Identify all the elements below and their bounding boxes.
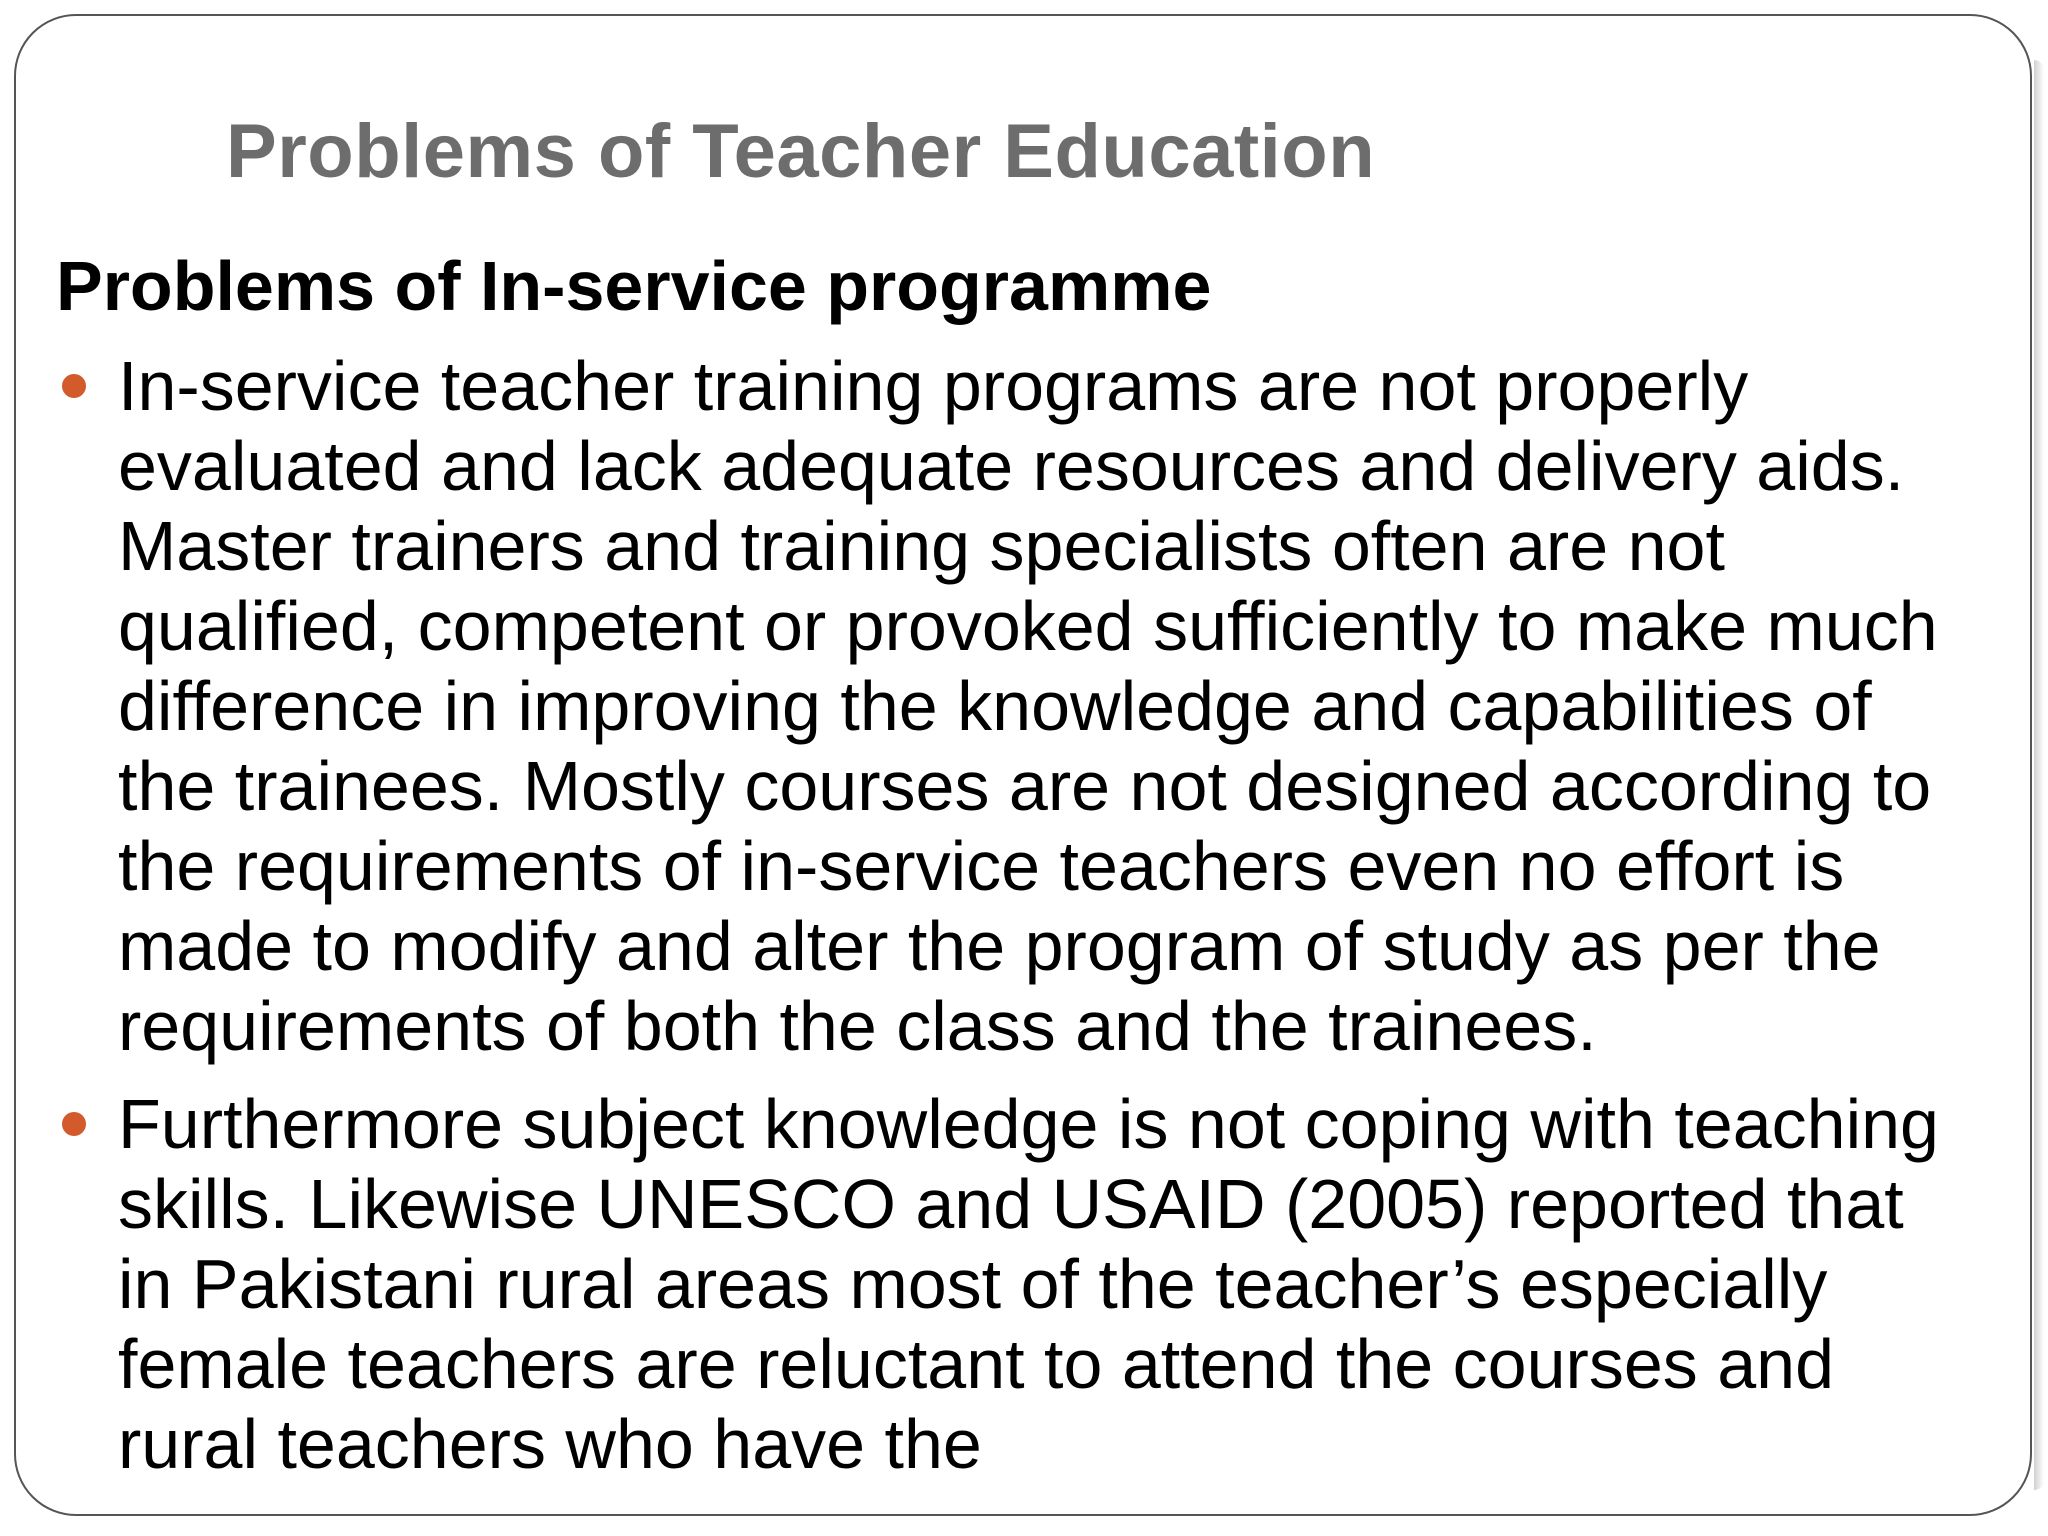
bullet-list — [56, 346, 1956, 1502]
slide-subtitle: Problems of In-service programme — [56, 247, 1212, 325]
bullet-item — [56, 346, 1956, 1066]
bullet-item — [56, 1084, 1956, 1484]
bullet-dot-icon — [62, 374, 86, 398]
slide-shadow — [2034, 60, 2044, 1490]
slide-title: Problems of Teacher Education — [226, 109, 1376, 194]
bullet-text: In-service teacher training programs are not properly evaluated and lack adequate resources and delivery aids. Master trainers and training specialists often are not qualified, competent or provoked sufficiently to make much difference in improving the knowledge and capabilities of the trainees. Mostly courses are not designed according to the requirements of in-service teachers even no effort is made to modify and alter the program of study as per the requirements of both the class and the trainees. — [118, 347, 1938, 1065]
bullet-dot-icon — [62, 1112, 86, 1136]
bullet-text: Furthermore subject knowledge is not coping with teaching skills. Likewise UNESCO and USAID (2005) reported that in Pakistani rural areas most of the teacher’s especially female teachers are reluctant to attend the courses and rural teachers who have the — [118, 1085, 1939, 1483]
